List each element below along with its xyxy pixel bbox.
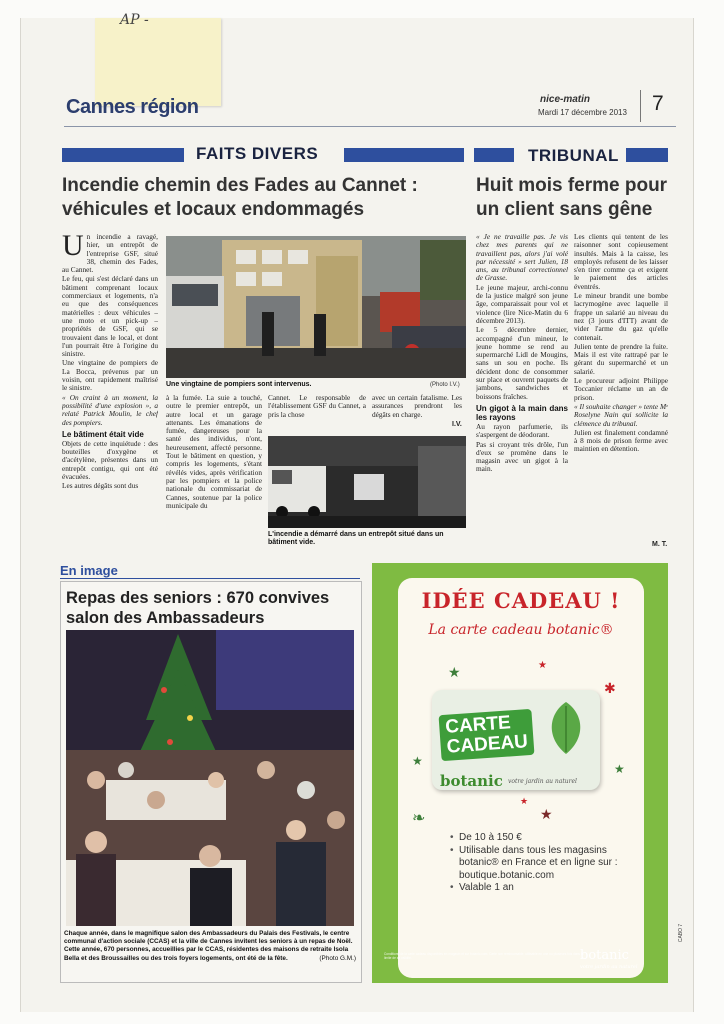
advert-benefit: • De 10 à 150 € (450, 832, 640, 845)
fire-photo-credit: (Photo I.V.) (430, 382, 460, 388)
en-image-label: En image (60, 563, 118, 578)
seniors-photo-credit: (Photo G.M.) (319, 954, 356, 962)
tribunal-paragraph: Le procureur adjoint Philippe Toccanier réclame un an de prison. (574, 376, 668, 402)
star-icon: ★ (412, 754, 423, 768)
advert-subtitle: La carte cadeau botanic® (428, 622, 614, 638)
tribunal-paragraph: « Il souhaite changer » tente Mᵉ Roselyne Nain qui sollicite la clémence du tribunal. (574, 401, 668, 428)
faits-divers-kicker: FAITS DIVERS (196, 144, 319, 163)
article-quote: « On craint à un moment, la possibilité d'une explosion », a relaté Patrick Moulin, le chef des pompiers. (62, 392, 158, 427)
faits-divers-headline: Incendie chemin des Fades au Cannet : véhicules et locaux endommagés (62, 175, 418, 220)
ornament-icon: ✱ (604, 680, 616, 696)
advert-benefits-list (450, 832, 640, 895)
tribunal-paragraph: Julien est finalement condamné à 8 mois de prison ferme avec maintien en détention. (574, 427, 668, 454)
tribunal-headline: Huit mois ferme pour un client sans gêne (476, 175, 668, 220)
page-number: 7 (652, 92, 664, 115)
star-icon: ★ (520, 796, 529, 806)
edge-code: CABO 7 (678, 923, 685, 943)
warehouse-photo-caption: L'incendie a démarré dans un entrepôt situé dans un bâtiment vide. (268, 531, 444, 546)
seniors-photo (66, 630, 354, 926)
tribunal-kicker: TRIBUNAL (528, 146, 619, 165)
article-lead: n incendie a ravagé, hier, un entrepôt de l'entreprise GSF, situé 38, chemin des Fades, au Cannet. (62, 233, 158, 275)
fire-photo (166, 236, 466, 378)
faits-divers-signature: I.V. (452, 421, 462, 428)
faits-divers-column-1 (62, 233, 158, 548)
tribunal-lead: « Je ne travaille pas. Je vis chez mes parents qui ne travaillent pas, alors j'ai volé par nécessité » sert Julien, 18 ans, au tribunal correctionnel de Grasse. (476, 233, 568, 283)
article-paragraph: Les autres dégâts sont dus (62, 481, 139, 491)
seniors-photo-image (66, 630, 354, 926)
leaf-icon (544, 700, 588, 761)
warehouse-photo-image (268, 436, 466, 528)
advert-benefit: • Utilisable dans tous les magasins botanic® en France et en ligne sur : boutique.botanic.com (450, 845, 640, 883)
tribunal-paragraph: Julien tente de prendre la fuite. Mais il est vite rattrapé par le gérant du supermarché et un salarié. (574, 341, 668, 376)
header-divider (640, 90, 641, 122)
tribunal-paragraph: Les clients qui tentent de les raisonner sont copieusement insultés. Mais à la caisse, les employés refusent de les laisser s'en tirer comme ça et exigent le paiement des articles éventrés. (574, 233, 668, 291)
article-paragraph: Une vingtaine de pompiers de La Bocca, prévenus par un voisin, ont rapidement maîtrisé le sinistre. (62, 358, 158, 393)
tribunal-paragraph: Le 5 décembre dernier, accompagné d'un mineur, le jeune homme se rend au supermarché Lidl de Mougins, sans un sou en poche. Ils décident donc de consommer sur place et ouvrent paquets de jambons, sandwiches et boissons fraîches. (476, 325, 568, 401)
fire-photo-image (166, 236, 466, 378)
gift-card-label (439, 709, 535, 761)
section-title: Cannes région (66, 96, 199, 118)
gift-card-label-line2: CADEAU (446, 731, 529, 758)
dropcap: U (62, 233, 84, 262)
tribunal-paragraph: Le mineur brandit une bombe lacrymogène avec laquelle il frappe un salarié au niveau du nez (3 jours d'ITT) avant de vider l'arme du gaz qu'elle contenait. (574, 291, 668, 342)
tribunal-band-right (626, 148, 668, 162)
faits-divers-column-3: Cannet. Le responsable de l'établissement GSF du Cannet, a pris la chose (268, 394, 366, 419)
star-icon: ★ (540, 806, 553, 822)
warehouse-photo (268, 436, 466, 528)
article-subhead: Le bâtiment était vide (62, 429, 144, 439)
fire-photo-caption: Une vingtaine de pompiers sont intervenus. (166, 381, 312, 388)
tribunal-paragraph: Au rayon parfumerie, ils s'aspergent de déodorant. (476, 421, 568, 440)
candy-cane-icon: ❧ (412, 810, 426, 827)
advert-fine-print: Conditions de la carte cadeau disponibles en magasin et sur botanic.com. Carte non remboursable, utilisable en une ou plusieurs fois dans la limite de sa validité. (384, 952, 584, 960)
gift-card-label-line1: CARTE (444, 712, 512, 738)
article-paragraph: Le feu, qui s'est déclaré dans un bâtiment comprenant locaux commerciaux et logements, n'a eu que des conséquences matérielles : deux véhicules – une moto et un pick-up – propriétés de GSF, qui se trouvaient dans le local, et dont l'un pourrait être à l'origine du sinistre. (62, 274, 158, 359)
kicker-band-right (344, 148, 464, 162)
seniors-caption (64, 930, 356, 963)
advert-benefit: • Valable 1 an (450, 882, 640, 895)
handwritten-note: AP - (120, 12, 149, 28)
tribunal-column-2 (574, 233, 668, 539)
gift-card-brand: botanic (440, 772, 503, 790)
advert-logo: botanic (580, 948, 629, 963)
advert-logo-tagline: votre jardin au naturel (580, 964, 638, 970)
issue-date: Mardi 17 décembre 2013 (538, 108, 627, 117)
star-icon: ★ (614, 762, 625, 776)
newspaper-brand: nice-matin (540, 94, 591, 105)
faits-divers-column-2: à la fumée. La suie a touché, outre le premier entrepôt, un autre local et un garage attenants. Les émanations de fumée, dangereuses pour la santé des individus, n'ont, heureusement, affecté personne. Tout le bâtiment en question, y compris les logements, s'étant révélés vides, après vérification par les pompiers et la police nationale du commissariat de Cannes, soutenue par la police municipale du (166, 394, 262, 510)
star-icon: ★ (448, 664, 461, 680)
seniors-title: Repas des seniors : 670 convives salon des Ambassadeurs (66, 589, 330, 627)
advert-title: IDÉE CADEAU ! (421, 588, 621, 613)
tribunal-band-left (474, 148, 514, 162)
tribunal-signature: M. T. (652, 541, 668, 548)
gift-card-tagline: votre jardin au naturel (508, 778, 577, 785)
tribunal-paragraph: Pas si croyant très drôle, l'un d'eux se promène dans le magasin avec un gigot à la main. (476, 439, 568, 474)
leaf-graphic (544, 700, 588, 756)
article-paragraph: Objets de cette inquiétude : des bouteilles d'oxygène et d'acétylène, présentes dans un entrepôt contigu, qui ont été évacuées. (62, 438, 158, 482)
tribunal-subhead: Un gigot à la main dans les rayons (476, 403, 568, 422)
en-image-rule (60, 578, 360, 579)
faits-divers-column-4: avec un certain fatalisme. Les assurances prendront les dégâts en charge. (372, 394, 462, 419)
tribunal-paragraph: Le jeune majeur, archi-connu de la justice malgré son jeune âge, comparaissait pour vol et violence (lire Nice-Matin du 6 décembre 2013). (476, 282, 568, 325)
star-icon: ★ (538, 660, 547, 671)
seniors-caption-text: Chaque année, dans le magnifique salon des Ambassadeurs du Palais des Festivals, le centre communal d'action sociale (CCAS) et la ville de Cannes invitent les seniors à un repas de Noël. Cette année, 670 personnes, accueillies par le CCAS, résidentes des maisons de retraite Isola Bella et des Broussailles ou des trois foyers logements, ont été de la fête. (64, 930, 353, 962)
tribunal-column-1 (476, 233, 568, 551)
kicker-band-left (62, 148, 184, 162)
